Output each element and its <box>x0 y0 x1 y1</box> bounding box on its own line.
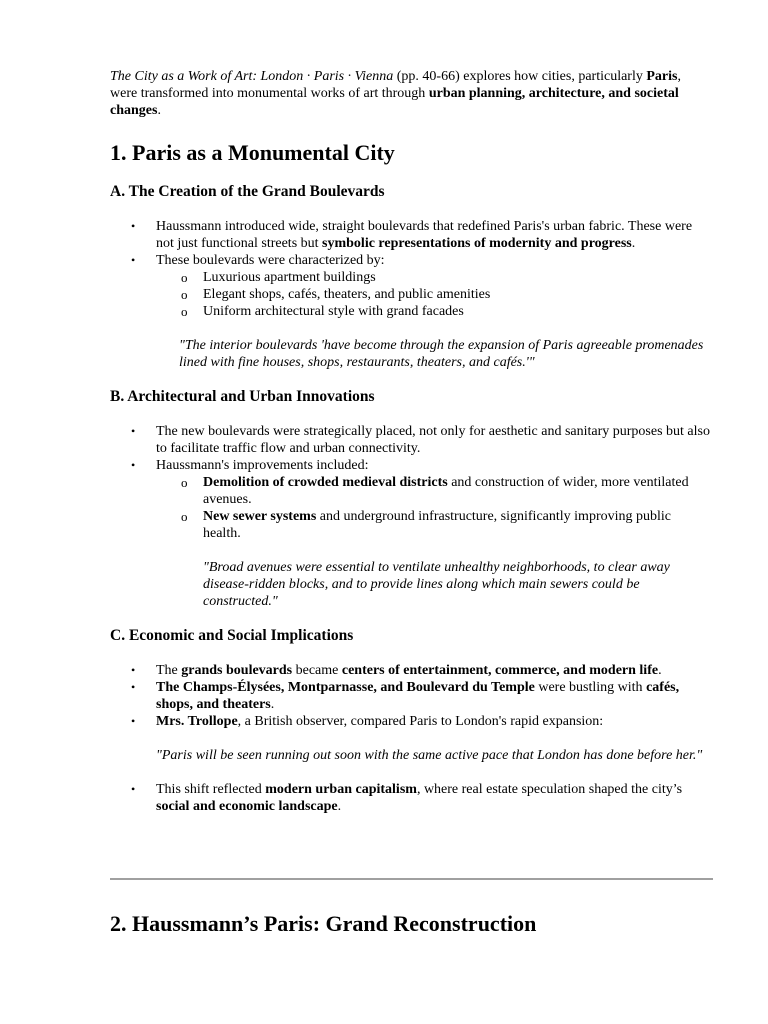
list-item: • The grands boulevards became centers of entertainment, commerce, and modern life. <box>110 662 710 679</box>
section-1-heading: 1. Paris as a Monumental City <box>110 140 395 165</box>
subsection-a-heading: A. The Creation of the Grand Boulevards <box>110 183 385 200</box>
book-title: The City as a Work of Art: London · Paris · Vienna <box>110 69 394 84</box>
list-item: • The Champs-Élysées, Montparnasse, and Boulevard du Temple were bustling with cafés, shops, and theaters. <box>110 679 710 713</box>
list-item: • Haussmann's improvements included: o Demolition of crowded medieval districts and construction of wider, more ventilated avenues. o New sewer systems and underground infrastructure, significantly improving public health. <box>110 457 710 542</box>
sub-list <box>156 474 710 542</box>
intro-paragraph <box>110 68 710 119</box>
subsection-c-list-cont <box>110 781 710 815</box>
subsection-b-heading: B. Architectural and Urban Innovations <box>110 388 375 405</box>
subsection-a-list <box>110 218 710 320</box>
list-item: • The new boulevards were strategically placed, not only for aesthetic and sanitary purposes but also to facilitate traffic flow and urban connectivity. <box>110 423 710 457</box>
intro-text: . <box>157 103 161 118</box>
subsection-c-list <box>110 662 710 730</box>
intro-text: , were transformed into monumental works of art through <box>110 69 681 101</box>
quote-b: "Broad avenues were essential to ventilate unhealthy neighborhoods, to clear away disease-ridden blocks, and to provide lines along which main sewers could be constructed." <box>203 560 670 609</box>
section-2-heading: 2. Haussmann’s Paris: Grand Reconstruction <box>110 911 537 936</box>
sub-list-item: o Uniform architectural style with grand facades <box>156 303 710 320</box>
document-body <box>110 68 710 815</box>
sub-list-item: o Elegant shops, cafés, theaters, and public amenities <box>156 286 710 303</box>
sub-list-item: o Luxurious apartment buildings <box>156 269 710 286</box>
sub-list-item: o New sewer systems and underground infrastructure, significantly improving public health. <box>156 508 710 542</box>
list-item: • Mrs. Trollope, a British observer, compared Paris to London's rapid expansion: <box>110 713 710 730</box>
subsection-b-list <box>110 423 710 542</box>
intro-bold-topics: urban planning, architecture, and societal changes <box>110 86 679 118</box>
list-item: • This shift reflected modern urban capitalism, where real estate speculation shaped the city’s social and economic landscape. <box>110 781 710 815</box>
sub-list <box>156 269 710 320</box>
subsection-c-heading: C. Economic and Social Implications <box>110 627 354 644</box>
list-item: • These boulevards were characterized by: o Luxurious apartment buildings o Elegant shops, cafés, theaters, and public amenities o Uniform architectural style with grand facades <box>110 252 710 320</box>
list-item: • Haussmann introduced wide, straight boulevards that redefined Paris's urban fabric. These were not just functional streets but symbolic representations of modernity and progress. <box>110 218 710 252</box>
intro-bold-paris: Paris <box>646 69 678 84</box>
sub-list-item: o Demolition of crowded medieval districts and construction of wider, more ventilated avenues. <box>156 474 710 508</box>
horizontal-divider <box>110 878 713 880</box>
intro-text: (pp. 40-66) explores how cities, particularly <box>393 69 647 84</box>
quote-a: "The interior boulevards 'have become through the expansion of Paris agreeable promenades lined with fine houses, shops, restaurants, theaters, and cafés.'" <box>179 338 704 370</box>
quote-c: "Paris will be seen running out soon with the same active pace that London has done before her." <box>156 748 703 763</box>
